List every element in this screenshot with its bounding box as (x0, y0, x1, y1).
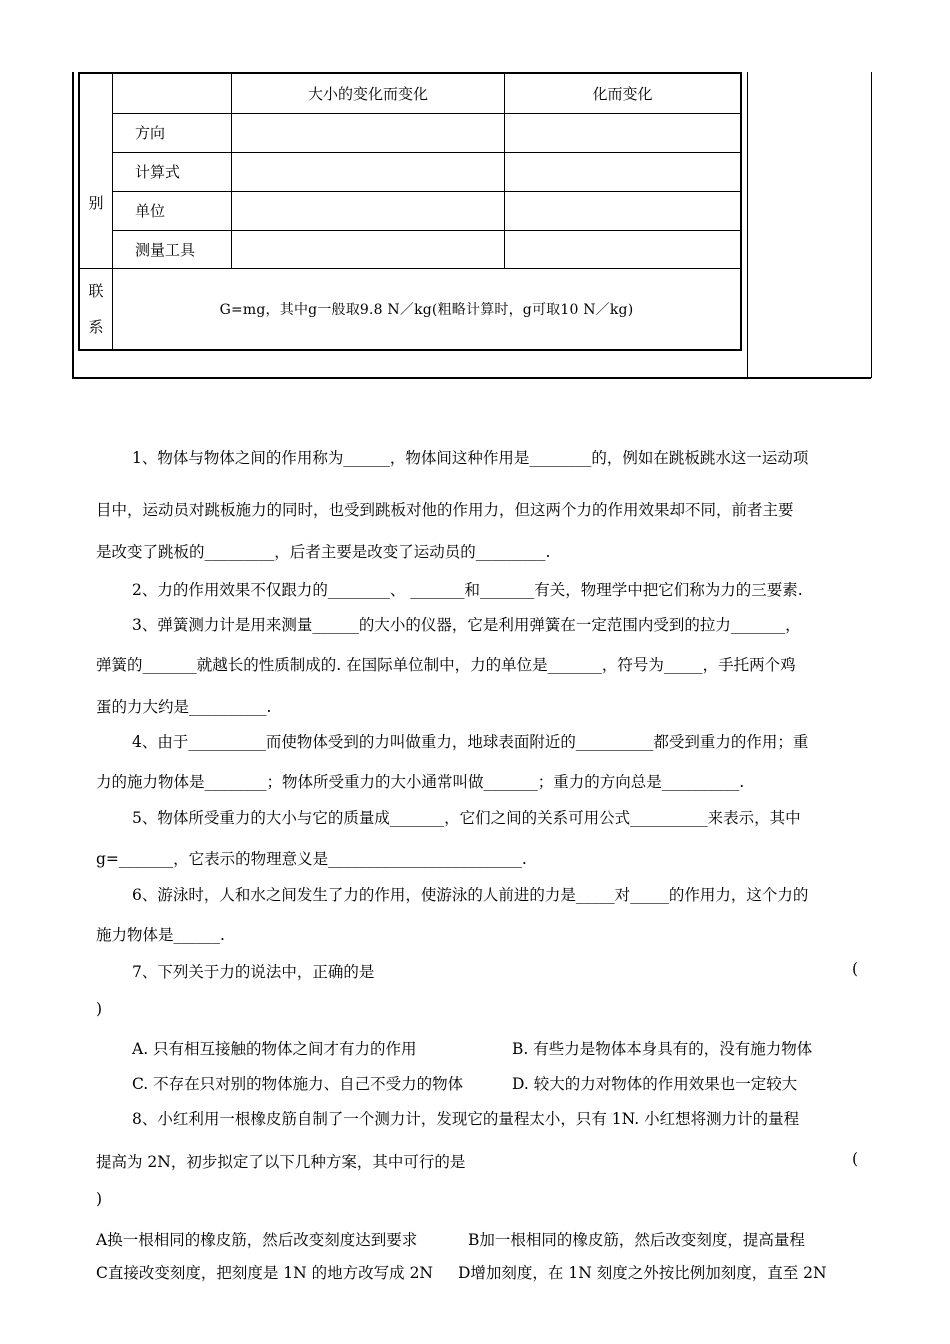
q8-line-2: 提高为 2N，初步拟定了以下几种方案，其中可行的是 (96, 1153, 466, 1171)
table-row (79, 152, 741, 191)
row-label: 计算式 (113, 152, 232, 191)
table-cell (505, 152, 742, 191)
q4-line-2: 力的施力物体是________；物体所受重力的大小通常叫做_______；重力的方向总是__________. (96, 773, 745, 791)
q1-line-1: 1、物体与物体之间的作用称为______，物体间这种作用是________的，例如在跳板跳水这一运动项 (132, 449, 809, 467)
q7-option-a: A. 只有相互接触的物体之间才有力的作用 (132, 1040, 417, 1058)
frame-bottom-border (72, 377, 871, 379)
q3-line-1: 3、弹簧测力计是用来测量______的大小的仪器，它是利用弹簧在一定范围内受到的拉力_______， (132, 616, 801, 634)
link-label-1: 联 (88, 281, 104, 300)
q8-option-d: D增加刻度，在 1N 刻度之外按比例加刻度，直至 2N (458, 1264, 827, 1282)
table-side-cell (79, 73, 113, 268)
side-label: 别 (88, 193, 104, 212)
q7-option-d: D. 较大的力对物体的作用效果也一定较大 (512, 1075, 798, 1093)
q5-line-1: 5、物体所受重力的大小与它的质量成_______，它们之间的关系可用公式__________来表示，其中 (132, 809, 801, 827)
q7-line-1: 7、下列关于力的说法中，正确的是 (132, 963, 375, 981)
q6-line-1: 6、游泳时，人和水之间发生了力的作用，使游泳的人前进的力是_____对_____的作用力，这个力的 (132, 886, 809, 904)
q7-paren-open: ( (851, 960, 858, 978)
row-label: 方向 (113, 113, 232, 152)
frame-left-border (72, 72, 74, 378)
q8-option-c: C直接改变刻度，把刻度是 1N 的地方改写成 2N (96, 1264, 433, 1282)
q3-line-2: 弹簧的_______就越长的性质制成的. 在国际单位制中，力的单位是_______，符号为_____，手托两个鸡 (96, 656, 796, 674)
table-row (79, 113, 741, 152)
q8-option-a: A换一根相同的橡皮筋，然后改变刻度达到要求 (96, 1231, 418, 1249)
q8-line-1: 8、小红利用一根橡皮筋自制了一个测力计，发现它的量程太小，只有 1N. 小红想将测力计的量程 (132, 1110, 800, 1128)
row-label: 测量工具 (113, 230, 232, 268)
q2-line-1: 2、力的作用效果不仅跟力的________、 _______和_______有关，物理学中把它们称为力的三要素. (132, 581, 803, 599)
table-cell (232, 191, 505, 230)
q7-paren-close: ) (96, 1000, 103, 1018)
q8-option-b: B加一根相同的橡皮筋，然后改变刻度，提高量程 (468, 1231, 805, 1249)
q4-line-1: 4、由于__________而使物体受到的力叫做重力，地球表面附近的__________都受到重力的作用；重 (132, 733, 809, 751)
q3-line-3: 蛋的力大约是__________. (96, 698, 272, 716)
table-cell (232, 230, 505, 268)
table-row (79, 191, 741, 230)
header-col1: 大小的变化而变化 (232, 73, 505, 113)
header-blank-cell (113, 73, 232, 113)
q8-paren-close: ) (96, 1190, 103, 1208)
q7-option-c: C. 不存在只对别的物体施力、自己不受力的物体 (132, 1075, 464, 1093)
q6-line-2: 施力物体是______. (96, 926, 225, 944)
table-cell (505, 113, 742, 152)
table-cell (232, 113, 505, 152)
q5-line-2: g=_______，它表示的物理意义是_________________________. (96, 850, 527, 868)
q7-option-b: B. 有些力是物体本身具有的，没有施力物体 (512, 1040, 813, 1058)
q8-paren-open: ( (851, 1150, 858, 1168)
link-row (79, 268, 741, 350)
link-formula: G=mg，其中g一般取9.8 N／kg(粗略计算时，g可取10 N／kg) (113, 268, 742, 350)
table-cell (232, 152, 505, 191)
row-label: 单位 (113, 191, 232, 230)
q1-line-2: 目中，运动员对跳板施力的同时，也受到跳板对他的作用力，但这两个力的作用效果却不同，前者主要 (96, 501, 794, 519)
q1-line-3: 是改变了跳板的_________，后者主要是改变了运动员的_________. (96, 543, 551, 561)
comparison-table (78, 72, 742, 351)
table-cell (505, 230, 742, 268)
table-row (79, 230, 741, 268)
header-col2: 化而变化 (505, 73, 742, 113)
frame-side-column (747, 72, 748, 377)
link-label-cell (79, 268, 113, 350)
table-cell (505, 191, 742, 230)
link-label-2: 系 (88, 317, 104, 336)
